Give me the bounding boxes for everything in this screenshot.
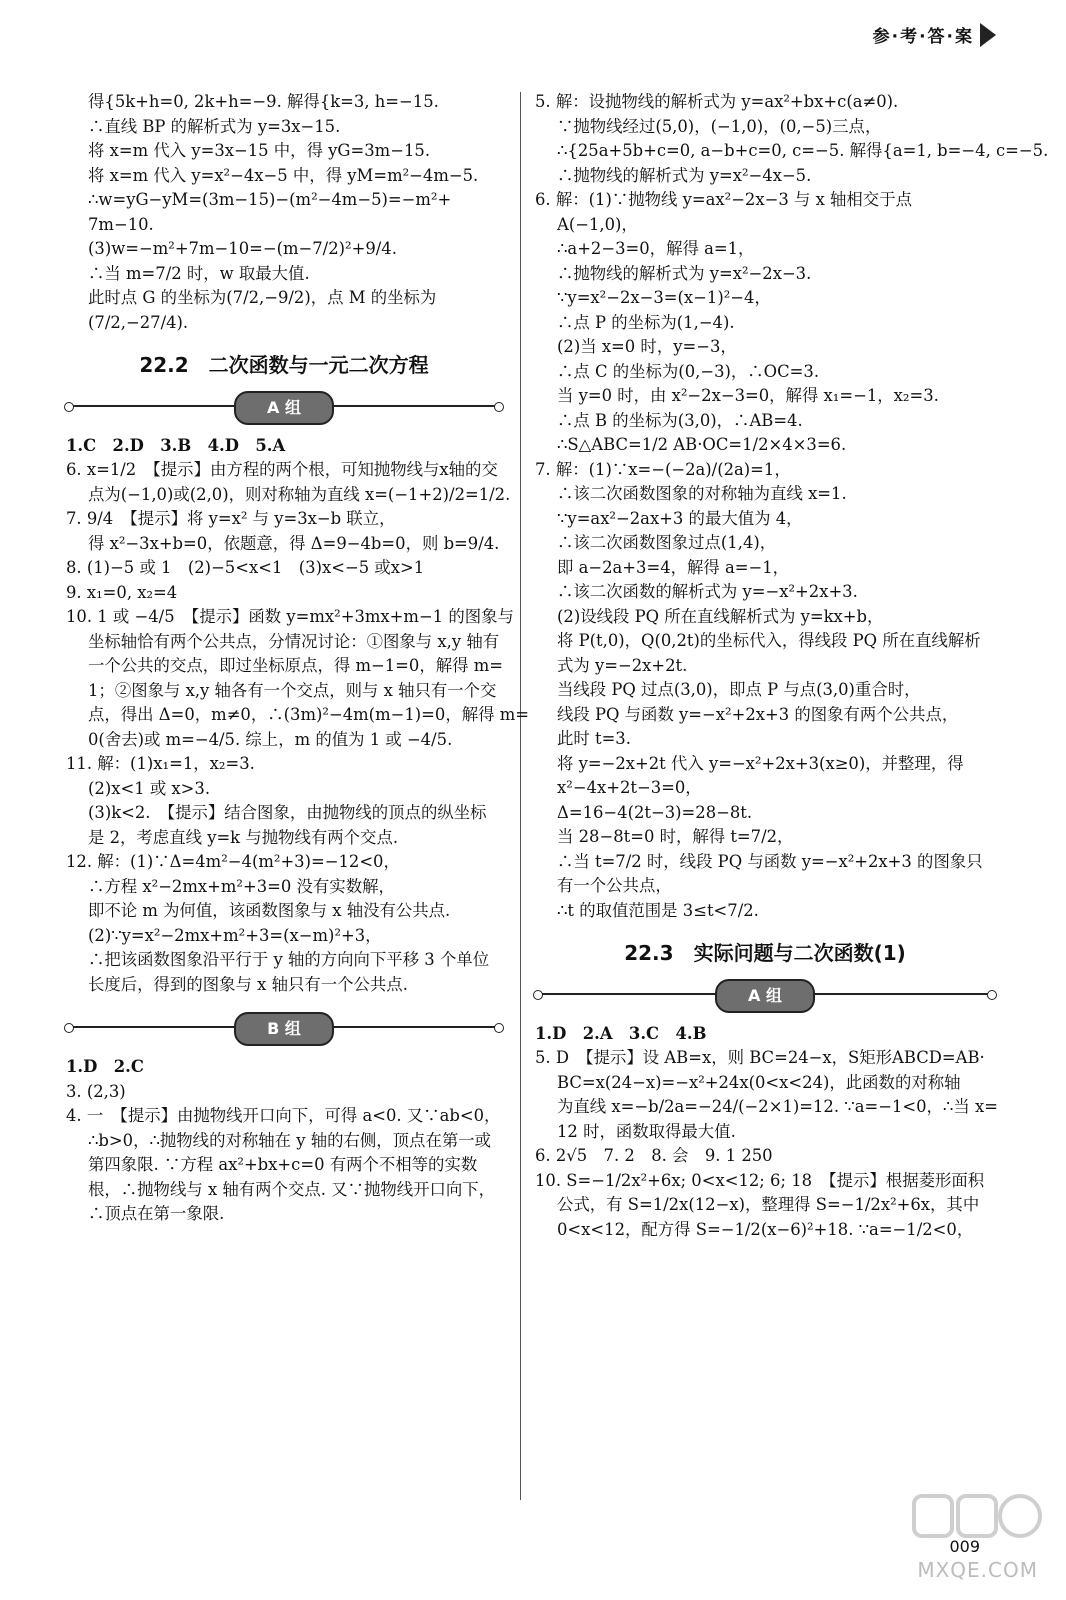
text-line: 此时点 G 的坐标为(7/2,−9/2)，点 M 的坐标为 (88, 288, 437, 307)
text-line: 将 x=m 代入 y=x²−4x−5 中，得 yM=m²−4m−5. (88, 165, 479, 185)
text-line: x²−4x+2t−3=0， (557, 778, 702, 797)
text-line: 12 时，函数取得最大值. (557, 1121, 736, 1141)
text-line: 第四象限. ∵方程 ax²+bx+c=0 有两个不相等的实数 (88, 1155, 478, 1174)
text-line: ∴当 m=7/2 时，w 取最大值. (88, 263, 310, 283)
text-line: ∴b>0，∴抛物线的对称轴在 y 轴的右侧，顶点在第一或 (88, 1130, 492, 1150)
text-line: 得{5k+h=0, 2k+h=−9. 解得{k=3, h=−15. (88, 92, 439, 111)
text-line: 4. 一 【提示】由抛物线开口向下，可得 a<0. 又∵ab<0， (66, 1106, 501, 1125)
section-title-22-3: 22.3 实际问题与二次函数(1) (624, 941, 906, 965)
text-line: ∴直线 BP 的解析式为 y=3x−15. (88, 116, 341, 136)
text-line: ∴顶点在第一象限. (88, 1204, 225, 1223)
text-line: 0<x<12，配方得 S=−1/2(x−6)²+18. ∵a=−1/2<0， (557, 1219, 974, 1239)
text-line: 长度后，得到的图象与 x 轴只有一个公共点. (88, 974, 408, 994)
group-a-bar (66, 388, 502, 424)
left-column (66, 90, 529, 1227)
text-line: 8. (1)−5 或 1 (2)−5<x<1 (3)x<−5 或x>1 (66, 558, 425, 577)
watermark-site: MXQE.COM (917, 1558, 1038, 1582)
text-line: BC=x(24−x)=−x²+24x(0<x<24)，此函数的对称轴 (557, 1072, 961, 1092)
text-line: ∴当 t=7/2 时，线段 PQ 与函数 y=−x²+2x+3 的图象只 (557, 851, 983, 871)
text-line: 是 2，考虑直线 y=k 与抛物线有两个交点. (88, 827, 399, 847)
text-line: 5. D 【提示】设 AB=x，则 BC=24−x，S矩形ABCD=AB· (535, 1048, 985, 1067)
right-a-block (535, 1046, 998, 1242)
text-line: 10. 1 或 −4/5 【提示】函数 y=mx²+3mx+m−1 的图象与 (66, 607, 514, 626)
group-b-badge: B 组 (234, 1012, 334, 1046)
text-line: 9. x₁=0, x₂=4 (66, 582, 178, 602)
text-line: 式为 y=−2x+2t. (557, 655, 688, 675)
text-line: Δ=16−4(2t−3)=28−8t. (557, 802, 753, 822)
text-line: 当 y=0 时，由 x²−2x−3=0，解得 x₁=−1，x₂=3. (557, 386, 939, 405)
text-line: ∴该二次函数图象的对称轴为直线 x=1. (557, 484, 847, 503)
text-line: 一个公共的交点，即过坐标原点，得 m−1=0，解得 m= (88, 656, 503, 675)
text-line: 为直线 x=−b/2a=−24/(−2×1)=12. ∵a=−1<0，∴当 x= (557, 1097, 998, 1116)
text-line: ∴方程 x²−2mx+m²+3=0 没有实数解， (88, 876, 395, 896)
text-line: (3)k<2. 【提示】结合图象，由抛物线的顶点的纵坐标 (88, 803, 487, 822)
page-number: 009 (949, 1537, 980, 1556)
text-line: ∴点 B 的坐标为(3,0)，∴AB=4. (557, 410, 803, 430)
text-line: (2)当 x=0 时，y=−3， (557, 337, 737, 356)
text-line: 7. 解：(1)∵x=−(−2a)/(2a)=1， (535, 459, 791, 479)
text-line: 即不论 m 为何值，该函数图象与 x 轴没有公共点. (88, 901, 451, 920)
text-line: (2)x<1 或 x>3. (88, 778, 211, 798)
text-line: 得 x²−3x+b=0，依题意，得 Δ=9−4b=0，则 b=9/4. (88, 533, 500, 553)
text-line: (2)设线段 PQ 所在直线解析式为 y=kx+b， (557, 606, 884, 626)
group-a-badge: A 组 (715, 979, 815, 1013)
text-line: ∴点 C 的坐标为(0,−3)，∴OC=3. (557, 361, 820, 381)
text-line: 6. 解：(1)∵抛物线 y=ax²−2x−3 与 x 轴相交于点 (535, 190, 912, 209)
text-line: 即 a−2a+3=4，解得 a=−1， (557, 557, 790, 577)
group-a-badge: A 组 (234, 391, 334, 425)
left-b-block (66, 1080, 502, 1227)
text-line: 将 y=−2x+2t 代入 y=−x²+2x+3(x≥0)，并整理，得 (557, 753, 964, 773)
text-line: ∴抛物线的解析式为 y=x²−4x−5. (557, 165, 812, 185)
header-label: 参·考·答·案 (872, 27, 974, 47)
text-line: 12. 解：(1)∵Δ=4m²−4(m²+3)=−12<0， (66, 852, 400, 871)
text-line: 3. (2,3) (66, 1081, 126, 1101)
text-line: 0(舍去)或 m=−4/5. 综上，m 的值为 1 或 −4/5. (88, 729, 453, 749)
text-line: 点为(−1,0)或(2,0)，则对称轴为直线 x=(−1+2)/2=1/2. (88, 484, 511, 504)
text-line: ∵y=x²−2x−3=(x−1)²−4， (557, 288, 771, 307)
text-line: 1；②图象与 x,y 轴各有一个交点，则与 x 轴只有一个交 (88, 680, 497, 700)
text-line: 7. 9/4 【提示】将 y=x² 与 y=3x−b 联立， (66, 509, 396, 528)
watermark-logo-icon (912, 1488, 1042, 1548)
answer-list: 1.C 2.D 3.B 4.D 5.A (66, 435, 286, 455)
group-b-bar (66, 1009, 502, 1045)
text-line: ∴该二次函数图象过点(1,4)， (557, 533, 777, 552)
text-line: ∴抛物线的解析式为 y=x²−2x−3. (557, 263, 812, 283)
text-line: 有一个公共点， (557, 876, 672, 895)
text-line: (2)∵y=x²−2mx+m²+3=(x−m)²+3， (88, 925, 382, 945)
text-line: ∴t 的取值范围是 3≤t<7/2. (557, 900, 759, 920)
page-header (873, 22, 996, 47)
text-line: ∵抛物线经过(5,0)，(−1,0)，(0,−5)三点， (557, 116, 882, 136)
text-line: (7/2,−27/4). (88, 312, 189, 332)
text-line: 当线段 PQ 过点(3,0)，即点 P 与点(3,0)重合时， (557, 680, 921, 699)
text-line: ∴点 P 的坐标为(1,−4). (557, 312, 735, 332)
column-divider (520, 92, 521, 1500)
text-line: 线段 PQ 与函数 y=−x²+2x+3 的图象有两个公共点， (557, 704, 959, 724)
answer-list: 1.D 2.C (66, 1057, 144, 1076)
text-line: 公式，有 S=1/2x(12−x)，整理得 S=−1/2x²+6x，其中 (557, 1195, 980, 1214)
text-line: 当 28−8t=0 时，解得 t=7/2， (557, 827, 794, 846)
answer-list: 1.D 2.A 3.C 4.B (535, 1023, 707, 1043)
section-title-22-2: 22.2 二次函数与一元二次方程 (139, 353, 429, 377)
text-line: ∴a+2−3=0，解得 a=1， (557, 239, 755, 258)
text-line: 根，∴抛物线与 x 轴有两个交点. 又∵抛物线开口向下， (88, 1179, 496, 1199)
group-a-bar (535, 976, 995, 1012)
text-line: 6. 2√5 7. 2 8. 会 9. 1 250 (535, 1146, 773, 1165)
chevron-right-icon (980, 23, 996, 47)
text-line: ∴把该函数图象沿平行于 y 轴的方向向下平移 3 个单位 (88, 950, 490, 969)
text-line: 11. 解：(1)x₁=1，x₂=3. (66, 754, 255, 773)
text-line: 6. x=1/2 【提示】由方程的两个根，可知抛物线与x轴的交 (66, 460, 498, 479)
text-line: A(−1,0)， (557, 214, 638, 234)
text-line: ∴S△ABC=1/2 AB·OC=1/2×4×3=6. (557, 435, 847, 454)
text-line: ∵y=ax²−2ax+3 的最大值为 4， (557, 508, 803, 528)
right-column (535, 90, 1049, 1242)
text-line: 7m−10. (88, 214, 154, 234)
text-line: 将 x=m 代入 y=3x−15 中，得 yG=3m−15. (88, 141, 431, 160)
right-top-block (535, 90, 1049, 923)
text-line: 点，得出 Δ=0，m≠0，∴(3m)²−4m(m−1)=0，解得 m= (88, 705, 529, 724)
text-line: 将 P(t,0)，Q(0,2t)的坐标代入，得线段 PQ 所在直线解析 (557, 631, 981, 650)
text-line: ∴该二次函数的解析式为 y=−x²+2x+3. (557, 582, 858, 601)
left-a-block (66, 458, 529, 997)
text-line: 此时 t=3. (557, 729, 631, 748)
left-top-block (66, 90, 502, 335)
text-line: 5. 解：设抛物线的解析式为 y=ax²+bx+c(a≠0). (535, 92, 899, 111)
text-line: ∴{25a+5b+c=0, a−b+c=0, c=−5. 解得{a=1, b=−4, c=−5. (557, 141, 1049, 160)
text-line: 10. S=−1/2x²+6x; 0<x<12; 6; 18 【提示】根据菱形面积 (535, 1170, 985, 1190)
text-line: (3)w=−m²+7m−10=−(m−7/2)²+9/4. (88, 239, 397, 258)
text-line: 坐标轴恰有两个公共点，分情况讨论：①图象与 x,y 轴有 (88, 631, 500, 651)
text-line: ∴w=yG−yM=(3m−15)−(m²−4m−5)=−m²+ (88, 190, 452, 209)
